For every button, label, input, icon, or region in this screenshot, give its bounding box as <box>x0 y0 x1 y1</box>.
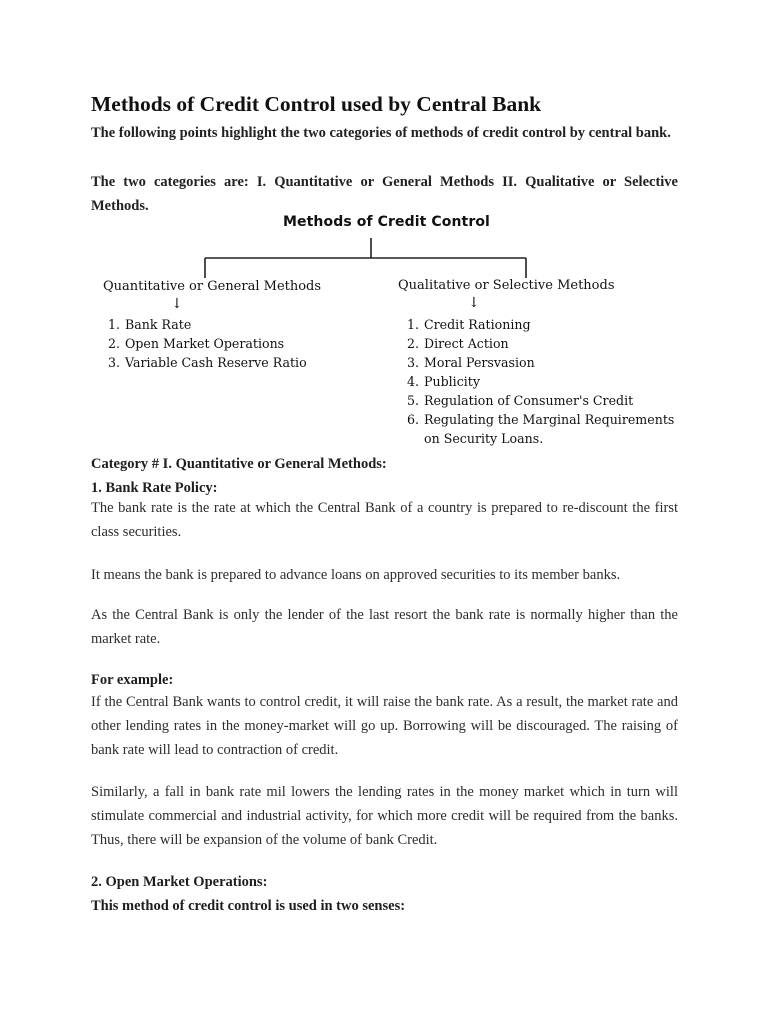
list-item: 2. Open Market Operations <box>108 336 285 351</box>
paragraph: It means the bank is prepared to advance loans on approved securities to its member banks. <box>91 567 621 583</box>
list-item: 2. Direct Action <box>407 336 509 351</box>
intro-paragraph-2: The two categories are: I. Quantitative or General Methods II. Qualitative or Selective Methods. <box>91 174 678 214</box>
credit-control-diagram <box>98 208 684 453</box>
open-market-heading: 2. Open Market Operations: <box>91 874 268 890</box>
list-item: 6. Regulating the Marginal Requirements <box>407 412 675 427</box>
left-down-arrow-icon: ↓ <box>171 296 183 312</box>
example-heading: For example: <box>91 672 174 688</box>
list-item-continuation: on Security Loans. <box>424 431 544 446</box>
right-down-arrow-icon: ↓ <box>468 295 480 311</box>
paragraph: As the Central Bank is only the lender of the last resort the bank rate is normally higher than the market rate. <box>91 607 678 647</box>
intro-paragraph-1: The following points highlight the two categories of methods of credit control by central bank. <box>91 125 671 141</box>
bank-rate-heading: 1. Bank Rate Policy: <box>91 480 218 496</box>
page-title: Methods of Credit Control used by Central Bank <box>91 92 542 116</box>
list-item: 5. Regulation of Consumer's Credit <box>407 393 634 408</box>
list-item: 4. Publicity <box>407 374 480 389</box>
right-branch-title: Qualitative or Selective Methods <box>398 278 615 293</box>
list-item: 1. Bank Rate <box>108 317 192 332</box>
quantitative-methods-list <box>108 315 307 372</box>
paragraph: If the Central Bank wants to control credit, it will raise the bank rate. As a result, the market rate and other lending rates in the money-market will go up. Borrowing will be discouraged. The raising of bank rate will lead to contraction of credit. <box>91 694 678 758</box>
left-branch-title: Quantitative or General Methods <box>103 279 322 294</box>
paragraph: The bank rate is the rate at which the Central Bank of a country is prepared to re-discount the first class securities. <box>91 500 678 540</box>
category-heading: Category # I. Quantitative or General Methods: <box>91 456 387 472</box>
qualitative-methods-list <box>407 315 674 448</box>
list-item: 1. Credit Rationing <box>407 317 531 332</box>
list-item: 3. Variable Cash Reserve Ratio <box>108 355 307 370</box>
open-market-subheading: This method of credit control is used in two senses: <box>91 898 406 914</box>
paragraph: Similarly, a fall in bank rate mil lowers the lending rates in the money market which in turn will stimulate commercial and industrial activity, for which more credit will be required from the banks. Thus, there will be expansion of the volume of bank Credit. <box>91 784 678 848</box>
diagram-title: Methods of Credit Control <box>283 214 490 230</box>
list-item: 3. Moral Persvasion <box>407 355 535 370</box>
